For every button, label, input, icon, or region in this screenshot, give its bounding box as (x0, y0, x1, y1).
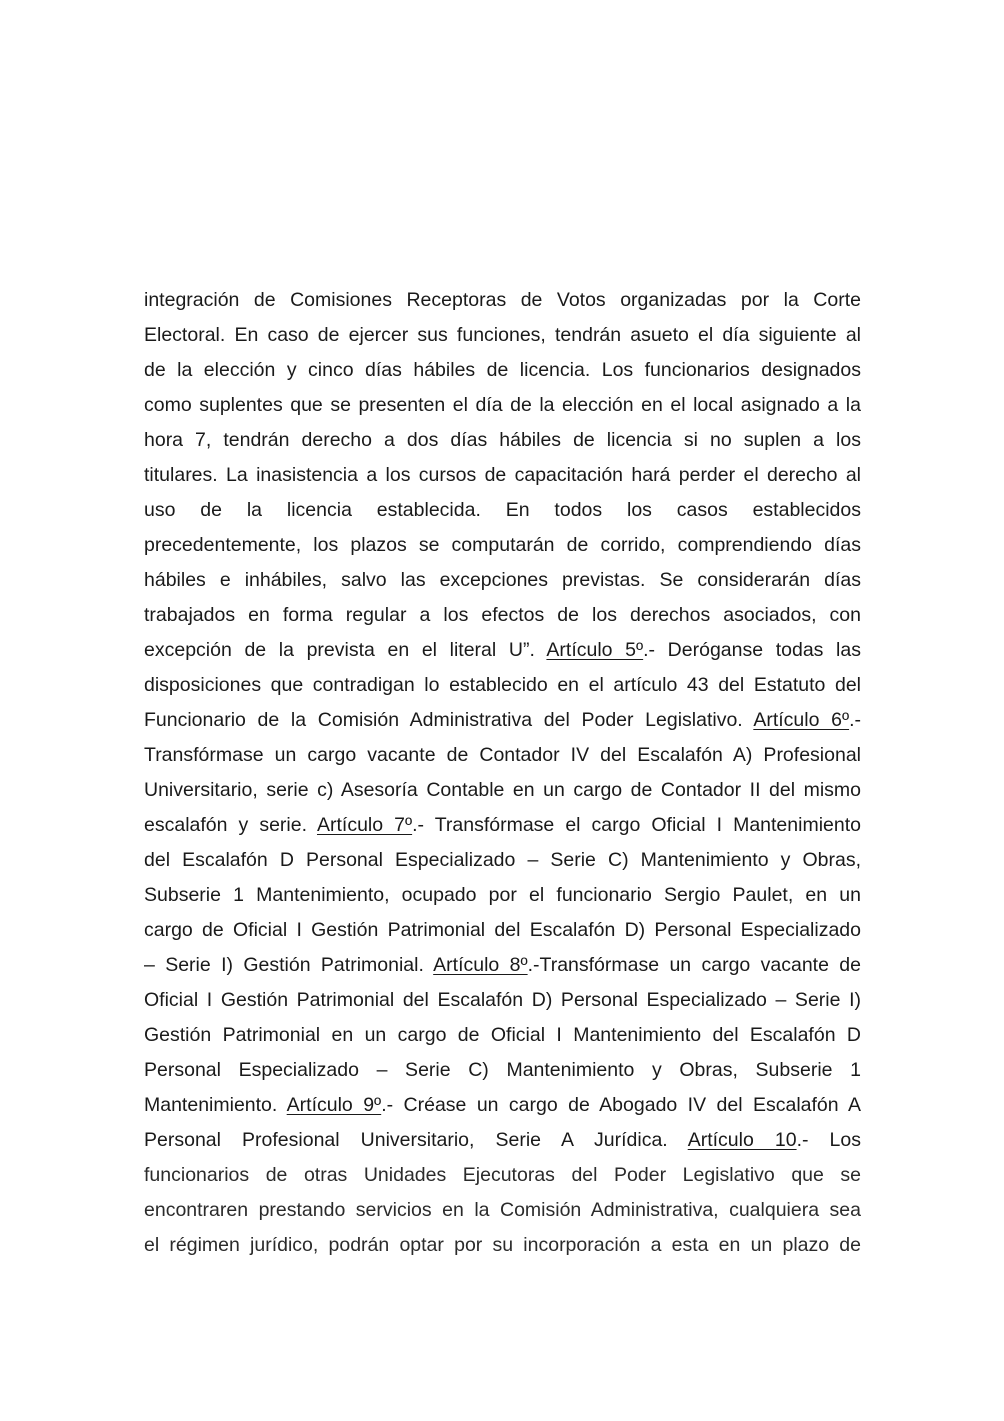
article-heading: Artículo 9º (286, 1094, 382, 1116)
text-line (144, 913, 861, 948)
text-line (144, 1018, 861, 1053)
text-line (144, 423, 861, 458)
text-line (144, 773, 861, 808)
text-line (144, 1053, 861, 1088)
text-segment: .- (849, 709, 861, 731)
text-segment: trabajados en forma regular a los efectos de los derechos asociados, con (144, 604, 861, 626)
text-segment: del Escalafón D Personal Especializado – Serie C) Mantenimiento y Obras, (144, 849, 861, 871)
text-line (144, 668, 861, 703)
text-segment: Mantenimiento. (144, 1094, 287, 1116)
text-segment: precedentemente, los plazos se computarán de corrido, comprendiendo días (144, 534, 861, 556)
text-line (144, 1088, 861, 1123)
text-line (144, 983, 861, 1018)
text-line (144, 1123, 861, 1158)
text-segment: .- Transfórmase el cargo Oficial I Mantenimiento (412, 814, 861, 836)
text-segment: hábiles e inhábiles, salvo las excepciones previstas. Se considerarán días (144, 569, 861, 591)
text-line (144, 1193, 861, 1228)
text-line (144, 878, 861, 913)
text-line (144, 1228, 861, 1263)
text-segment: Personal Profesional Universitario, Serie A Jurídica. (144, 1129, 688, 1151)
text-segment: Universitario, serie c) Asesoría Contable en un cargo de Contador II del mismo (144, 779, 861, 801)
text-line (144, 948, 861, 983)
article-heading: Artículo 6º (753, 709, 850, 731)
text-segment: Personal Especializado – Serie C) Mantenimiento y Obras, Subserie 1 (144, 1059, 861, 1081)
article-heading: Artículo 8º (433, 954, 528, 976)
text-segment: Funcionario de la Comisión Administrativa del Poder Legislativo. (144, 709, 754, 731)
text-line (144, 493, 861, 528)
text-segment: el régimen jurídico, podrán optar por su incorporación a esta en un plazo de (144, 1234, 861, 1256)
text-line (144, 598, 861, 633)
article-heading: Artículo 10 (687, 1129, 797, 1151)
text-segment: Gestión Patrimonial en un cargo de Oficial I Mantenimiento del Escalafón D (144, 1024, 861, 1046)
text-segment: encontraren prestando servicios en la Comisión Administrativa, cualquiera sea (144, 1199, 861, 1221)
text-line (144, 458, 861, 493)
text-line (144, 318, 861, 353)
text-segment: .- Deróganse todas las (643, 639, 861, 661)
text-segment: Electoral. En caso de ejercer sus funciones, tendrán asueto el día siguiente al (144, 324, 861, 346)
text-line (144, 1158, 861, 1193)
text-segment: Subserie 1 Mantenimiento, ocupado por el funcionario Sergio Paulet, en un (144, 884, 861, 906)
text-line (144, 528, 861, 563)
text-line (144, 283, 861, 318)
text-segment: escalafón y serie. (144, 814, 317, 836)
text-segment: cargo de Oficial I Gestión Patrimonial del Escalafón D) Personal Especializado (144, 919, 861, 941)
text-segment: hora 7, tendrán derecho a dos días hábiles de licencia si no suplen a los (144, 429, 861, 451)
text-segment: .- Los (796, 1129, 861, 1151)
text-segment: de la elección y cinco días hábiles de licencia. Los funcionarios designados (144, 359, 861, 381)
article-heading: Artículo 5º (546, 639, 644, 661)
text-segment: integración de Comisiones Receptoras de Votos organizadas por la Corte (144, 289, 861, 311)
text-line (144, 703, 861, 738)
article-heading: Artículo 7º (316, 814, 413, 836)
text-segment: .-Transfórmase un cargo vacante de (527, 954, 861, 976)
text-line (144, 353, 861, 388)
text-line (144, 808, 861, 843)
text-segment: uso de la licencia establecida. En todos los casos establecidos (144, 499, 861, 521)
text-segment: como suplentes que se presenten el día de la elección en el local asignado a la (144, 394, 861, 416)
text-segment: Oficial I Gestión Patrimonial del Escalafón D) Personal Especializado – Serie I) (144, 989, 861, 1011)
text-line (144, 563, 861, 598)
text-segment: disposiciones que contradigan lo establecido en el artículo 43 del Estatuto del (144, 674, 861, 696)
text-segment: – Serie I) Gestión Patrimonial. (144, 954, 434, 976)
text-line (144, 388, 861, 423)
text-segment: .- Créase un cargo de Abogado IV del Escalafón A (381, 1094, 861, 1116)
text-line (144, 738, 861, 773)
text-segment: titulares. La inasistencia a los cursos de capacitación hará perder el derecho al (144, 464, 861, 486)
text-line (144, 633, 861, 668)
text-segment: excepción de la prevista en el literal U”. (144, 639, 547, 661)
document-body (144, 283, 861, 1263)
text-segment: funcionarios de otras Unidades Ejecutoras del Poder Legislativo que se (144, 1164, 861, 1186)
text-line (144, 843, 861, 878)
text-segment: Transfórmase un cargo vacante de Contador IV del Escalafón A) Profesional (144, 744, 861, 766)
